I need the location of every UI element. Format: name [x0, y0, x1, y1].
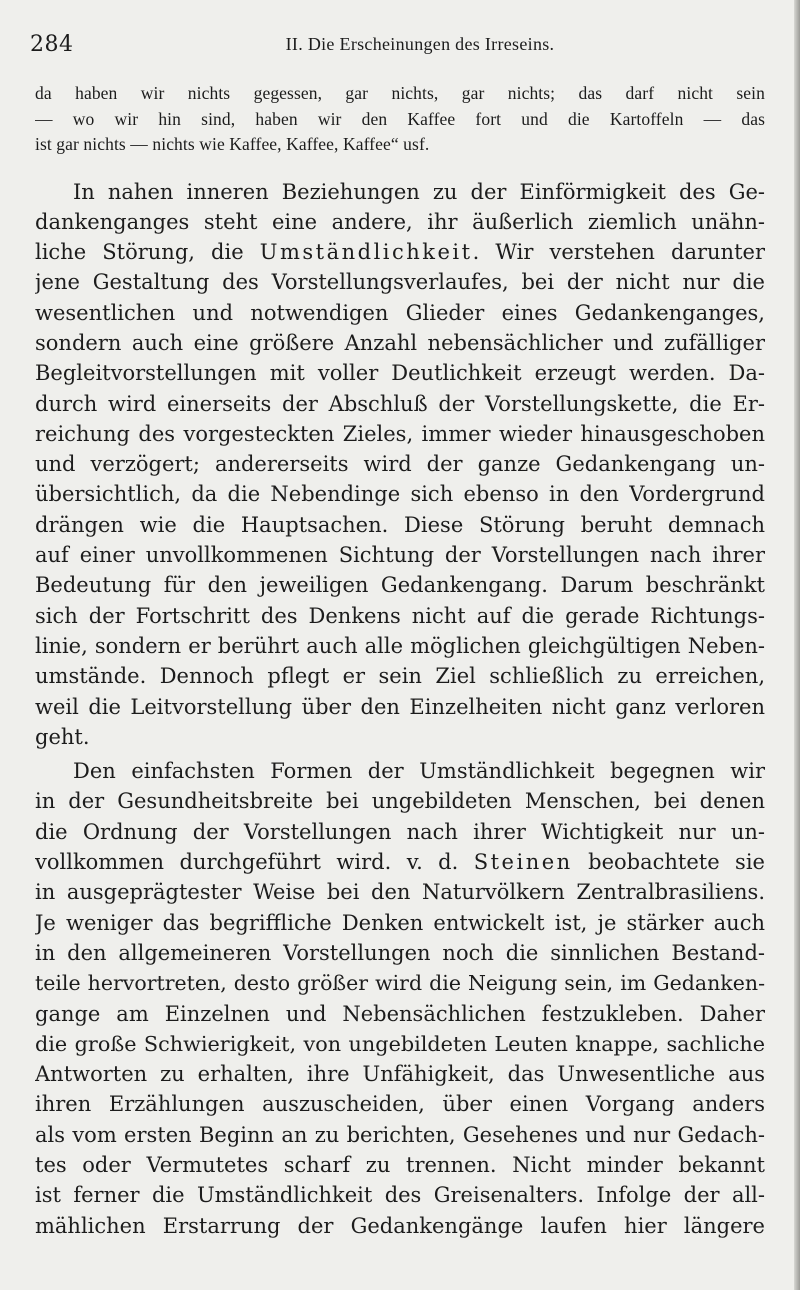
text-line: Antworten zu erhalten, ihre Unfähigkeit, das Unwesentliche aus: [35, 1062, 765, 1087]
text-line: geht.: [35, 724, 90, 749]
text-line: übersichtlich, da die Nebendinge sich ebenso in den Vordergrund: [35, 482, 765, 507]
text-line: tes oder Vermutetes scharf zu trennen. Nicht minder bekannt: [35, 1153, 765, 1177]
text-fragment: beobachtete sie: [572, 850, 765, 875]
text-line: weil die Leitvorstellung über den Einzelheiten nicht ganz verloren: [35, 694, 765, 719]
running-title: II. Die Erscheinungen des Irreseins.: [285, 34, 555, 54]
text-line: gange am Einzelnen und Nebensächlichen festzukleben. Daher: [35, 1001, 765, 1026]
page-header: [30, 30, 770, 66]
text-fragment: . Wir verstehen darunter: [472, 240, 765, 265]
text-line: in der Gesundheitsbreite bei ungebildeten Menschen, bei denen: [35, 789, 765, 814]
paragraph-gap: [35, 158, 765, 177]
text-line: Begleitvorstellungen mit voller Deutlichkeit erzeugt werden. Da-: [35, 361, 765, 386]
text-line: die Ordnung der Vorstellungen nach ihrer Wichtigkeit nur un-: [35, 819, 765, 844]
text-line: ist ferner die Umständlichkeit des Greisenalters. Infolge der all-: [35, 1183, 765, 1208]
text-line: Den einfachsten Formen der Umständlichkeit begegnen wir: [73, 759, 765, 784]
quote-line: — wo wir hin sind, haben wir den Kaffee fort und die Kartoffeln — das: [35, 108, 765, 129]
text-line: umstände. Dennoch pflegt er sein Ziel schließlich zu erreichen,: [35, 664, 765, 689]
text-line: durch wird einerseits der Abschluß der Vorstellungskette, die Er-: [35, 391, 765, 416]
quote-line: da haben wir nichts gegessen, gar nichts, gar nichts; das darf nicht sein: [35, 83, 765, 103]
text-line: sich der Fortschritt des Denkens nicht auf die gerade Richtungs-: [35, 603, 765, 628]
text-line: ihren Erzählungen auszuscheiden, über einen Vorgang anders: [35, 1092, 765, 1117]
text-line: auf einer unvollkommenen Sichtung der Vorstellungen nach ihrer: [35, 543, 765, 568]
text-line: teile hervortreten, desto größer wird die Neigung sein, im Gedanken-: [35, 971, 765, 996]
text-line: in ausgeprägtester Weise bei den Naturvölkern Zentralbrasiliens.: [35, 880, 765, 905]
text-line: wesentlichen und notwendigen Glieder eines Gedankenganges,: [35, 300, 765, 325]
text-line: [35, 847, 765, 877]
page-number: 284: [30, 32, 74, 57]
text-line: linie, sondern er berührt auch alle möglichen gleichgültigen Neben-: [35, 633, 765, 658]
text-fragment: liche Störung, die: [35, 240, 260, 265]
text-line: die große Schwierigkeit, von ungebildeten Leuten knappe, sachliche: [35, 1031, 765, 1056]
text-line: Bedeutung für den jeweiligen Gedankengang. Darum beschränkt: [35, 573, 765, 598]
page-body: [35, 81, 765, 1241]
text-line: [35, 237, 765, 267]
quote-line: ist gar nichts — nichts wie Kaffee, Kaffee, Kaffee“ usf.: [35, 134, 430, 154]
text-line: sondern auch eine größere Anzahl nebensächlicher und zufälliger: [35, 330, 765, 355]
text-line: Je weniger das begriffliche Denken entwickelt ist, je stärker auch: [35, 910, 765, 935]
text-line: jene Gestaltung des Vorstellungsverlaufes, bei der nicht nur die: [35, 270, 765, 295]
text-line: dankenganges steht eine andere, ihr äußerlich ziemlich unähn-: [35, 209, 765, 234]
emphasized-name: Steinen: [473, 850, 573, 875]
page-edge: [794, 0, 800, 1290]
text-line: und verzögert; andererseits wird der ganze Gedankengang un-: [35, 452, 765, 477]
text-line: als vom ersten Beginn an zu berichten, Gesehenes und nur Gedach-: [35, 1122, 765, 1147]
text-fragment: vollkommen durchgeführt wird. v. d.: [35, 850, 474, 875]
text-line: drängen wie die Hauptsachen. Diese Störung beruht demnach: [35, 512, 765, 537]
text-line: in den allgemeineren Vorstellungen noch die sinnlichen Bestand-: [35, 940, 765, 965]
text-line: reichung des vorgesteckten Zieles, immer wieder hinausgeschoben: [35, 421, 765, 446]
emphasized-term: Umständlichkeit: [259, 240, 473, 265]
text-line: mählichen Erstarrung der Gedankengänge laufen hier längere: [35, 1213, 765, 1238]
text-line: In nahen inneren Beziehungen zu der Einförmigkeit des Ge-: [73, 179, 765, 204]
